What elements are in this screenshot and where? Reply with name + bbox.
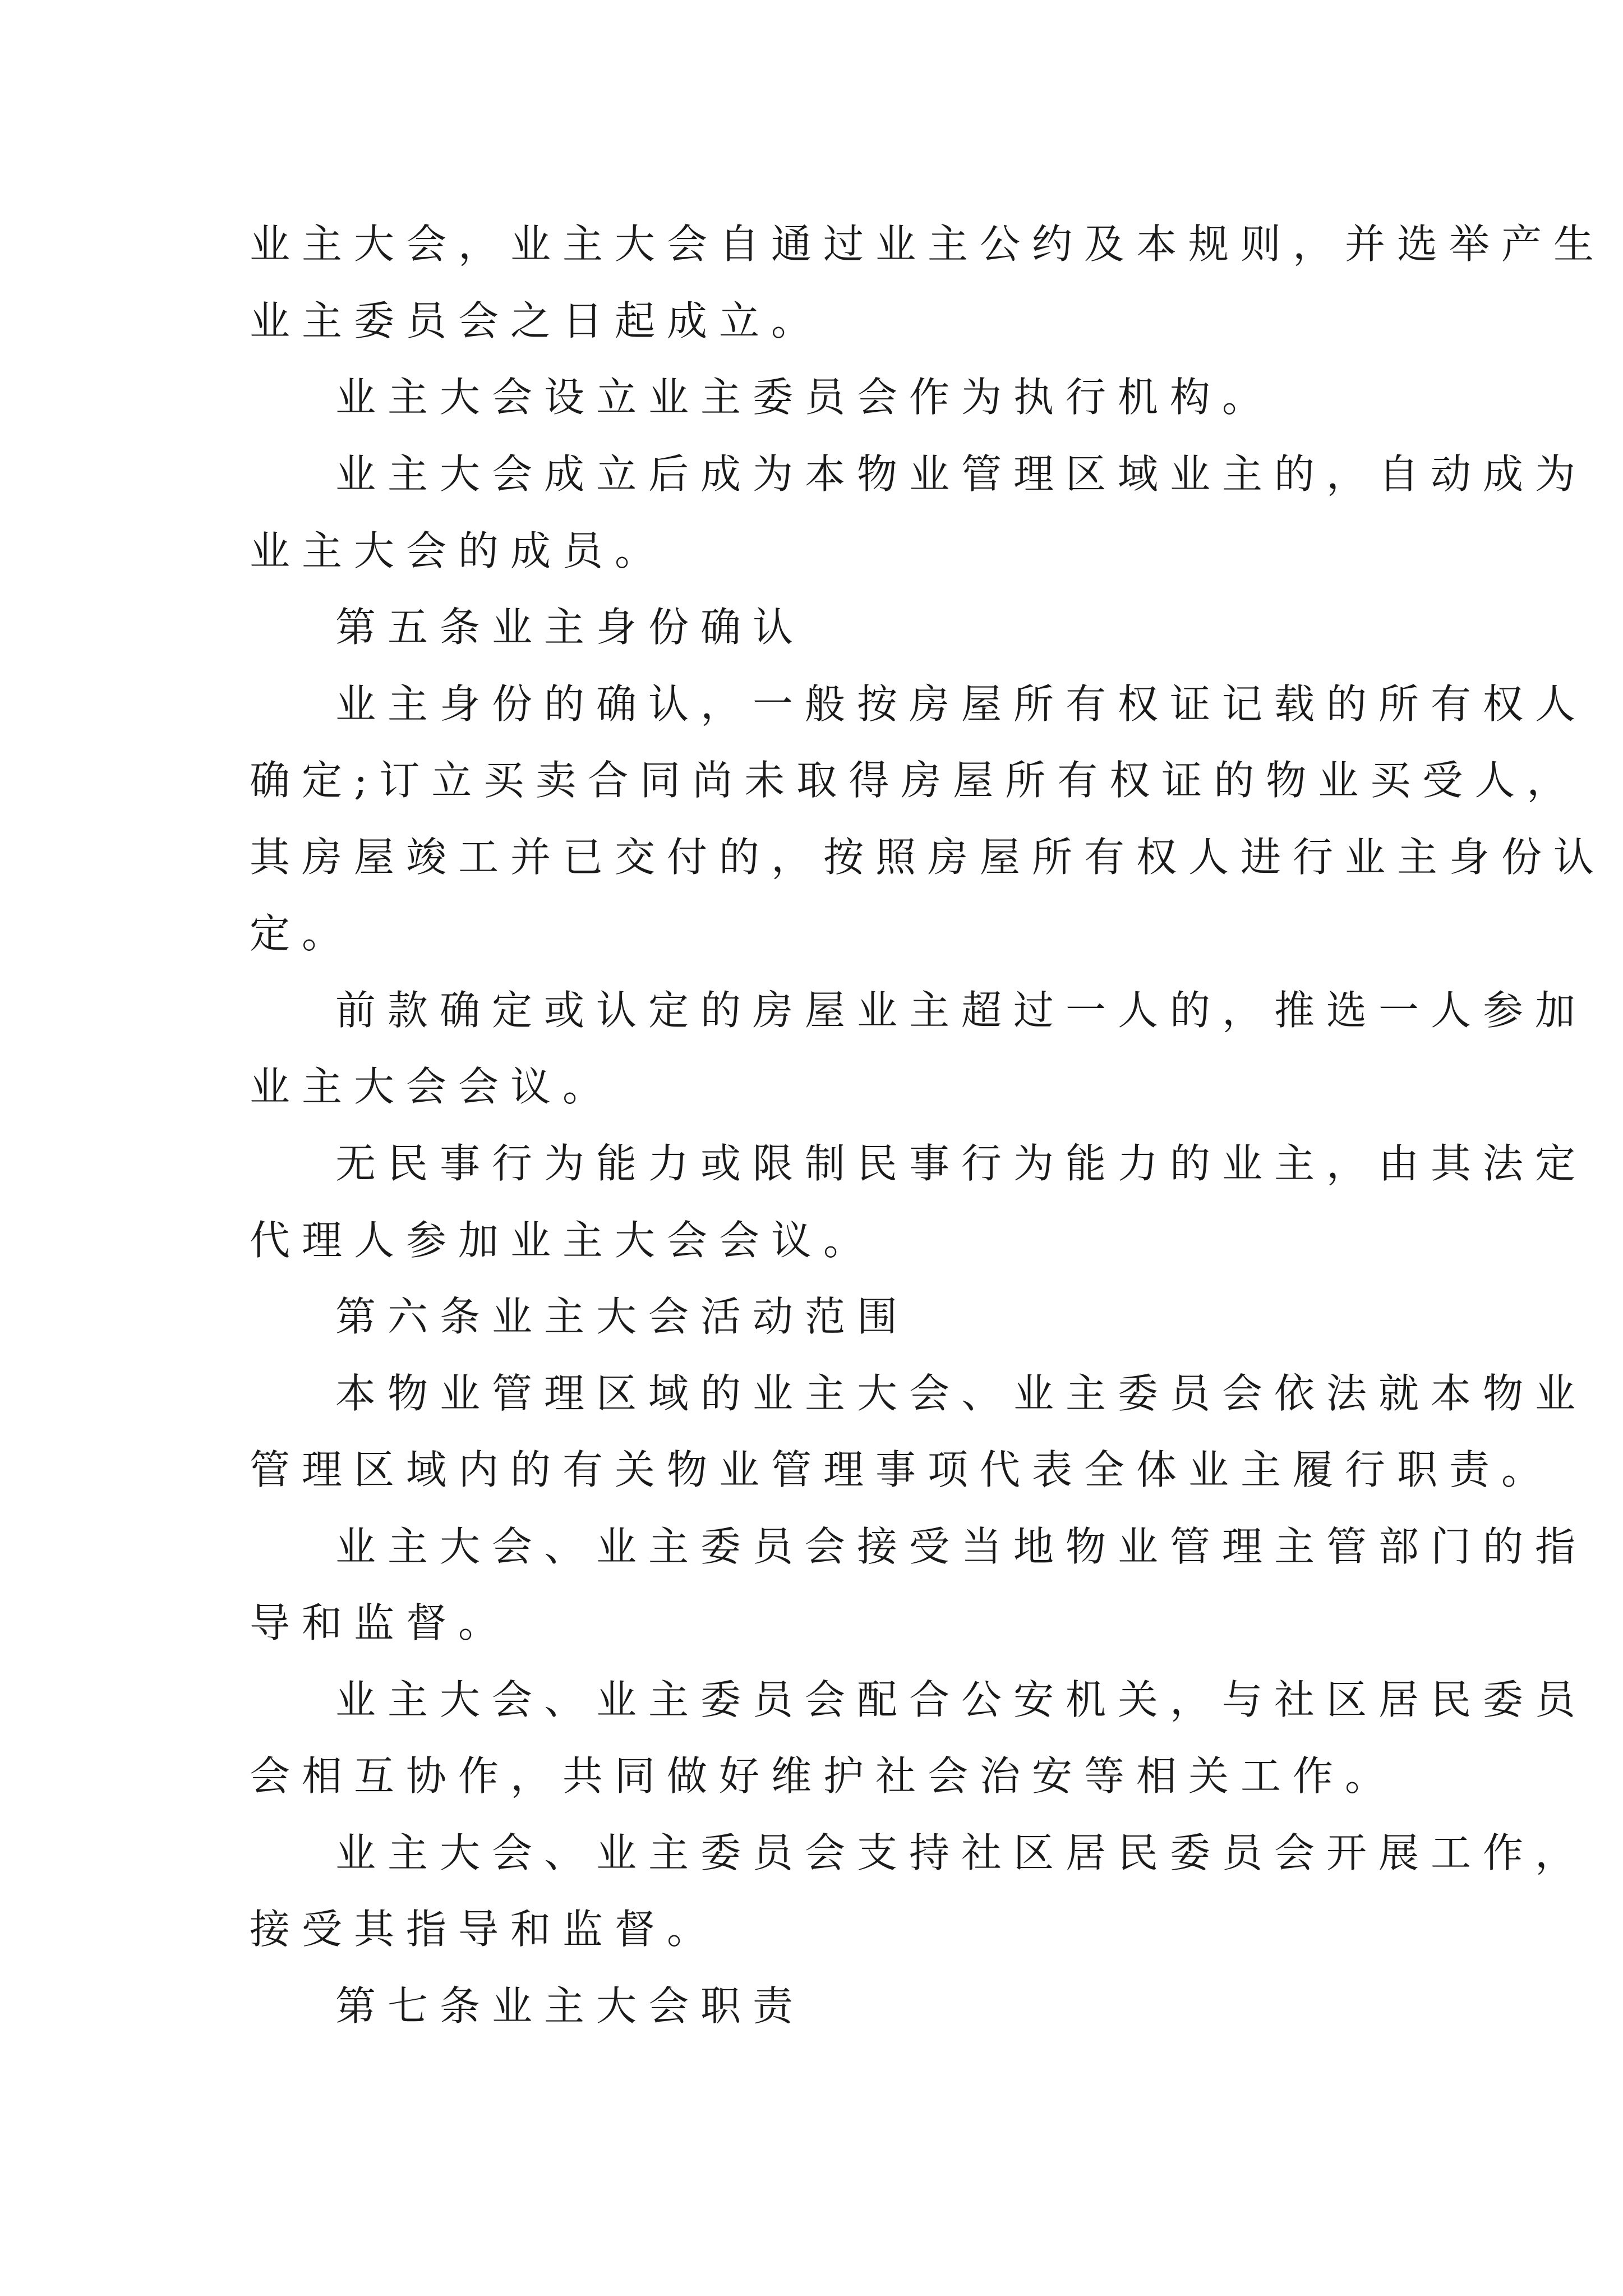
text-line: 定。 — [250, 910, 354, 957]
text-line: 业主大会成立后成为本物业管理区域业主的，自动成为 — [335, 450, 1588, 498]
text-line: 会相互协作，共同做好维护社会治安等相关工作。 — [250, 1752, 1398, 1800]
text-line: 无民事行为能力或限制民事行为能力的业主，由其法定 — [335, 1140, 1588, 1187]
text-line: 业主大会设立业主委员会作为执行机构。 — [335, 374, 1275, 421]
text-line: 业主大会，业主大会自通过业主公约及本规则，并选举产生 — [250, 220, 1606, 268]
text-line: 业主身份的确认，一般按房屋所有权证记载的所有权人 — [335, 680, 1588, 728]
text-line: 业主委员会之日起成立。 — [250, 297, 824, 344]
text-line: 代理人参加业主大会会议。 — [250, 1217, 876, 1264]
section-heading: 第五条业主身份确认 — [335, 604, 805, 651]
text-line: 确定;订立买卖合同尚未取得房屋所有权证的物业买受人， — [250, 757, 1579, 804]
text-line: 本物业管理区域的业主大会、业主委员会依法就本物业 — [335, 1370, 1588, 1417]
text-line: 业主大会会议。 — [250, 1063, 615, 1110]
section-heading: 第六条业主大会活动范围 — [335, 1293, 910, 1340]
text-line: 业主大会的成员。 — [250, 527, 667, 574]
text-line: 业主大会、业主委员会支持社区居民委员会开展工作， — [335, 1829, 1588, 1876]
text-line: 前款确定或认定的房屋业主超过一人的，推选一人参加 — [335, 987, 1588, 1034]
text-line: 接受其指导和监督。 — [250, 1906, 720, 1953]
text-line: 管理区域内的有关物业管理事项代表全体业主履行职责。 — [250, 1446, 1554, 1493]
section-heading: 第七条业主大会职责 — [335, 1982, 805, 2030]
text-line: 业主大会、业主委员会配合公安机关，与社区居民委员 — [335, 1676, 1588, 1723]
text-line: 导和监督。 — [250, 1599, 511, 1646]
text-line: 业主大会、业主委员会接受当地物业管理主管部门的指 — [335, 1523, 1588, 1570]
text-line: 其房屋竣工并已交付的，按照房屋所有权人进行业主身份认 — [250, 834, 1606, 881]
